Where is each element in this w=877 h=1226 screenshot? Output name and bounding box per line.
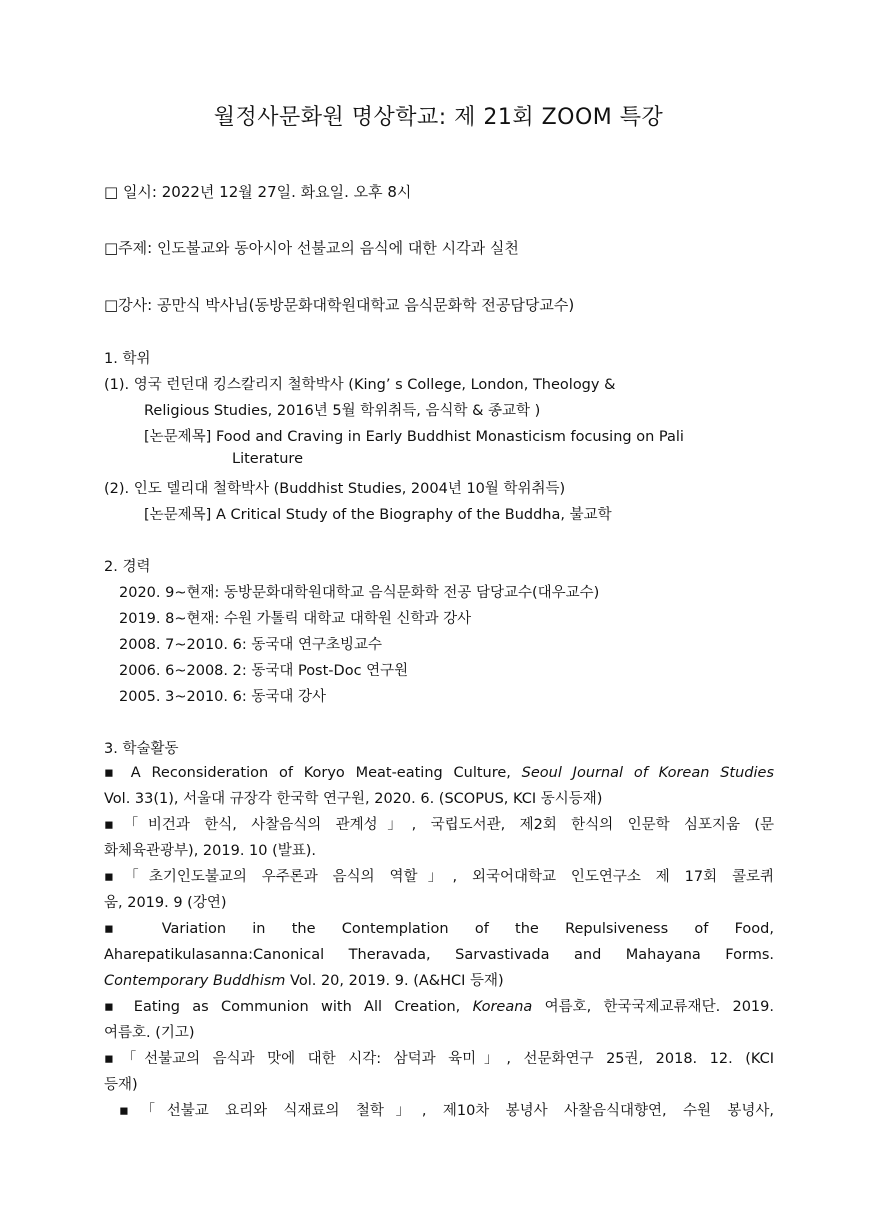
activity-5-text-end: 여름호, 한국국제교류재단. 2019. — [532, 999, 774, 1015]
activity-item-3 — [104, 864, 774, 916]
career-item: 2005. 3~2010. 6: 동국대 강사 — [119, 689, 326, 705]
activity-3-line-2: 움, 2019. 9 (강연) — [104, 895, 227, 911]
activity-4-line-2: Aharepatikulasanna:Canonical Theravada, Sarvastivada and Mahayana Forms. — [104, 947, 774, 963]
degree-1-thesis-line-2: Literature — [232, 451, 303, 467]
activity-1-journal: Seoul Journal of Korean Studies — [521, 765, 774, 781]
activity-2-line-2: 화체육관광부), 2019. 10 (발표). — [104, 843, 317, 859]
career-item: 2019. 8~현재: 수원 가톨릭 대학교 대학원 신학과 강사 — [119, 611, 472, 627]
activity-4-journal: Contemporary Buddhism — [104, 973, 286, 989]
activity-item-4 — [104, 916, 774, 994]
activity-item-2 — [104, 812, 774, 864]
career-item: 2020. 9~현재: 동방문화대학원대학교 음식문화학 전공 담당교수(대우교수) — [119, 585, 600, 601]
activity-item-5 — [104, 994, 774, 1046]
activity-item-7 — [119, 1098, 774, 1124]
degree-1-line-2: Religious Studies, 2016년 5월 학위취득, 음식학 & 종교학 ) — [144, 403, 541, 419]
degree-2-line-1: (2). 인도 델리대 철학박사 (Buddhist Studies, 2004년 10월 학위취득) — [104, 481, 566, 497]
degree-1-thesis-line-1: [논문제목] Food and Craving in Early Buddhist Monasticism focusing on Pali — [144, 429, 684, 445]
activity-3-line-1: ▪「초기인도불교의 우주론과 음식의 역할」, 외국어대학교 인도연구소 제 17회 콜로퀴 — [104, 869, 774, 885]
activity-4-line-3: Vol. 20, 2019. 9. (A&HCI 등재) — [285, 973, 504, 989]
career-item: 2008. 7~2010. 6: 동국대 연구초빙교수 — [119, 637, 383, 653]
activity-6-line-2: 등재) — [104, 1077, 138, 1093]
activity-2-line-1: ▪「비건과 한식, 사찰음식의 관계성」, 국립도서관, 제2회 한식의 인문학 심포지움 (문 — [104, 817, 774, 833]
lecture-date: □ 일시: 2022년 12월 27일. 화요일. 오후 8시 — [104, 183, 412, 201]
activity-7-line-1: ▪「선불교 요리와 식재료의 철학」, 제10차 봉녕사 사찰음식대향연, 수원 봉녕사, — [119, 1103, 774, 1119]
activity-5-magazine: Koreana — [472, 999, 533, 1015]
activity-item-6 — [104, 1046, 774, 1098]
lecture-speaker: □강사: 공만식 박사님(동방문화대학원대학교 음식문화학 전공담당교수) — [104, 296, 575, 314]
activity-5-text: ▪ Eating as Communion with All Creation, — [104, 999, 473, 1015]
activity-item-1 — [104, 760, 774, 812]
activity-1-line-2: Vol. 33(1), 서울대 규장각 한국학 연구원, 2020. 6. (SCOPUS, KCI 동시등재) — [104, 791, 603, 807]
lecture-topic: □주제: 인도불교와 동아시아 선불교의 음식에 대한 시각과 실천 — [104, 239, 519, 257]
activity-6-line-1: ▪「선불교의 음식과 맛에 대한 시각: 삼덕과 육미」, 선문화연구 25권, 2018. 12. (KCI — [104, 1051, 774, 1067]
degree-1-line-1: (1). 영국 런던대 킹스칼리지 철학박사 (King’ s College, London, Theology & — [104, 377, 616, 393]
activity-5-line-2: 여름호. (기고) — [104, 1025, 195, 1041]
activity-1-text: ▪ A Reconsideration of Koryo Meat-eating Culture, — [104, 765, 522, 781]
activities-heading: 3. 학술활동 — [104, 741, 179, 757]
page-title: 월정사문화원 명상학교: 제 21회 ZOOM 특강 — [213, 105, 664, 130]
degree-2-thesis: [논문제목] A Critical Study of the Biography of the Buddha, 불교학 — [144, 507, 612, 523]
activity-4-line-1: ▪ Variation in the Contemplation of the Repulsiveness of Food, — [104, 921, 774, 937]
career-heading: 2. 경력 — [104, 559, 151, 575]
degrees-heading: 1. 학위 — [104, 351, 151, 367]
career-item: 2006. 6~2008. 2: 동국대 Post-Doc 연구원 — [119, 663, 409, 679]
